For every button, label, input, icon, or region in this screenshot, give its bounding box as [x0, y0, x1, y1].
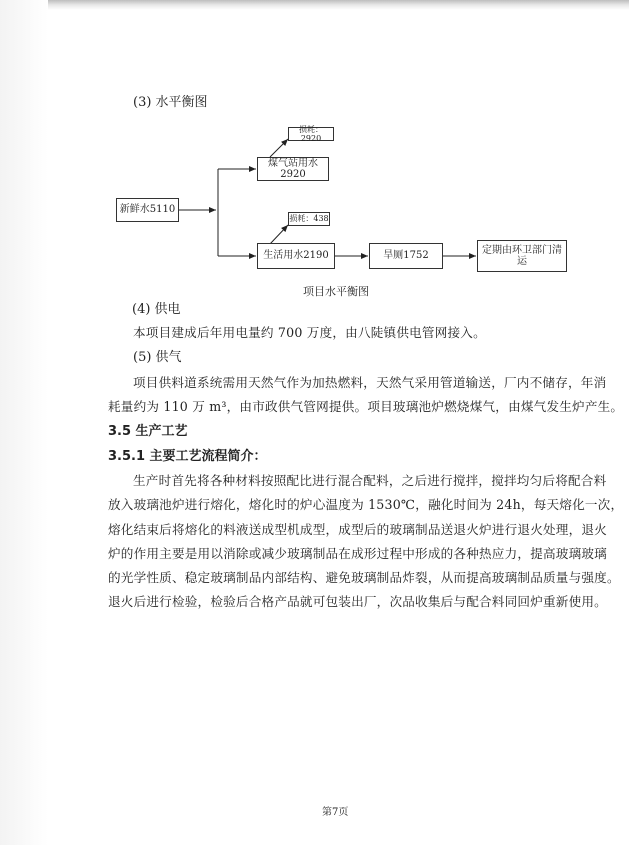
- gas-heading: (5) 供气: [133, 350, 182, 365]
- process-line-6: 退火后进行检验，检验后合格产品就可包装出厂，次品收集后与配合料同回炉重新使用。: [108, 594, 607, 609]
- section-3-5-1-heading: 3.5.1 主要工艺流程简介：: [108, 449, 267, 464]
- section-3-5-heading: 3.5 生产工艺: [108, 424, 188, 439]
- diagram-caption: 项目水平衡图: [303, 285, 369, 298]
- process-line-2: 放入玻璃池炉进行熔化，熔化时的炉心温度为 1530℃，融化时间为 24h，每天熔化一次，: [108, 497, 624, 512]
- process-line-1: 生产时首先将各种材料按照配比进行混合配料，之后进行搅拌，搅拌均匀后将配合料: [133, 473, 607, 488]
- connector-gas-loss: [270, 139, 288, 157]
- domestic-loss-box: 损耗：438: [288, 212, 330, 226]
- water-balance-heading: (3) 水平衡图: [133, 95, 208, 110]
- power-heading: (4) 供电: [132, 302, 181, 317]
- domestic-water-box: 生活用水2190: [257, 243, 335, 269]
- gas-station-water-box: 煤气站用水2920: [257, 157, 329, 181]
- cleanup-box: 定期由环卫部门清运: [477, 240, 567, 272]
- process-line-5: 的光学性质、稳定玻璃制品内部结构、避免玻璃制品炸裂，从而提高玻璃制品质量与强度。: [108, 570, 620, 585]
- process-line-4: 炉的作用主要是用以消除或减少玻璃制品在成形过程中形成的各种热应力，提高玻璃玻璃: [108, 546, 607, 561]
- process-line-3: 熔化结束后将熔化的料液送成型机成型，成型后的玻璃制品送退火炉进行退火处理，退火: [108, 522, 607, 537]
- gas-station-loss-box: 损耗：2920: [288, 127, 334, 141]
- dry-toilet-box: 旱厕1752: [369, 243, 443, 269]
- power-text: 本项目建成后年用电量约 700 万度，由八陡镇供电管网接入。: [133, 325, 486, 340]
- page-number: 第7页: [322, 807, 349, 818]
- gas-text-line-2: 耗量约为 110 万 m³，由市政供气管网提供。项目玻璃池炉燃烧煤气，由煤气发生炉产生。: [108, 399, 624, 414]
- gas-text-line-1: 项目供料道系统需用天然气作为加热燃料，天然气采用管道输送，厂内不储存，年消: [133, 375, 607, 390]
- fresh-water-box: 新鲜水5110: [116, 198, 179, 222]
- connector-domestic-loss: [270, 225, 288, 244]
